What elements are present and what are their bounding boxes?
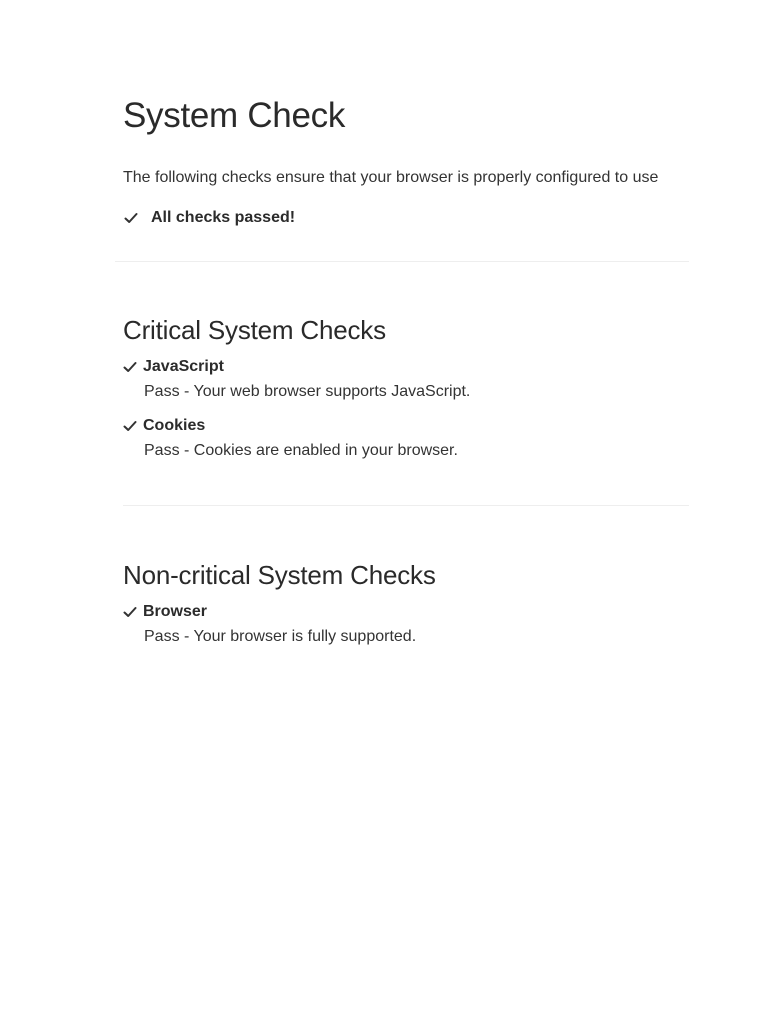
check-name: Cookies bbox=[143, 417, 206, 434]
critical-checks-section bbox=[123, 314, 689, 462]
system-check-page bbox=[123, 96, 689, 645]
check-item-browser bbox=[123, 601, 689, 648]
section-title: Non-critical System Checks bbox=[123, 560, 436, 590]
divider bbox=[123, 505, 689, 506]
check-icon bbox=[123, 360, 137, 374]
noncritical-checks-section bbox=[123, 559, 689, 648]
check-name: Browser bbox=[143, 603, 208, 620]
summary-label: All checks passed! bbox=[151, 209, 296, 226]
section-title: Critical System Checks bbox=[123, 315, 386, 345]
check-icon bbox=[123, 419, 137, 433]
check-item-cookies bbox=[123, 415, 689, 462]
check-result: Pass - Your web browser supports JavaScript. bbox=[144, 383, 471, 400]
check-result: Pass - Cookies are enabled in your browser. bbox=[144, 442, 458, 459]
check-icon bbox=[124, 211, 138, 225]
divider bbox=[115, 261, 689, 262]
check-icon bbox=[123, 605, 137, 619]
check-result: Pass - Your browser is fully supported. bbox=[144, 628, 417, 645]
check-name: JavaScript bbox=[143, 358, 224, 375]
intro-text: The following checks ensure that your browser is properly configured to use bbox=[123, 169, 659, 186]
page-title: System Check bbox=[123, 96, 346, 135]
check-item-javascript bbox=[123, 356, 689, 403]
summary-status bbox=[123, 207, 689, 229]
